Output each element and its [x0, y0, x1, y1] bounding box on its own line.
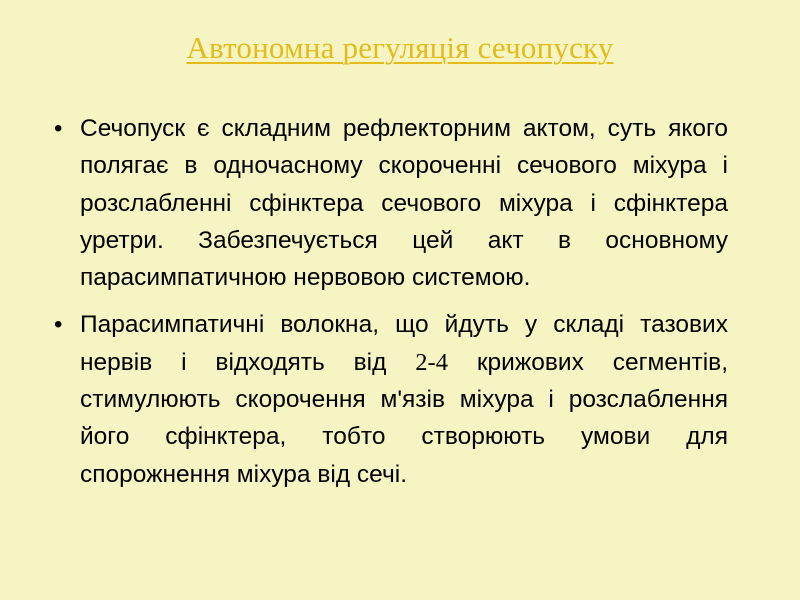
- bullet-text: Сечопуск є складним рефлекторним актом, суть якого полягає в одночасному скороченні сечового міхура і розслабленні сфінктера сечового міхура і сфінктера уретри. Забезпечується цей акт в основному парасимпатичною нервовою системою.: [80, 115, 728, 292]
- bullet-list: [48, 110, 728, 503]
- bullet-dot-icon: •: [54, 115, 63, 142]
- bullet-item: [48, 306, 728, 492]
- bullet-dot-icon: •: [54, 311, 63, 339]
- bullet-item: [48, 110, 728, 296]
- segment-range: 2-4: [415, 348, 448, 376]
- bullet-text-part: Парасимпатичні волокна, що йдуть у складі тазових нервів і відходять від: [80, 311, 728, 376]
- bullet-text-part: крижових сегментів, стимулюють скорочення м'язів міхура і розслаблення його сфінктера, тобто створюють умови для спорожнення міхура від сечі.: [80, 348, 728, 488]
- slide-title: Автономна регуляція сечопуску: [186, 30, 614, 65]
